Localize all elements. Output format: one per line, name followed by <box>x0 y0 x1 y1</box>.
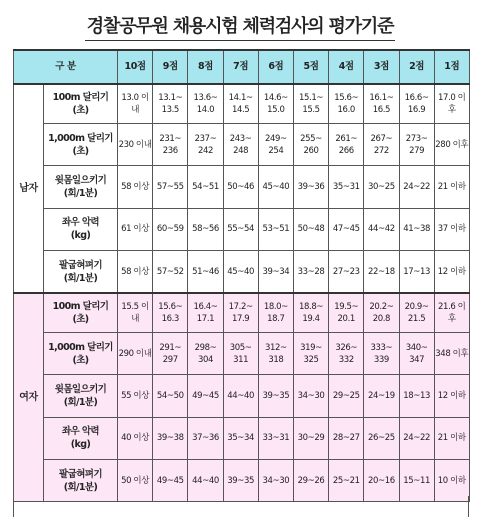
score-cell <box>293 460 328 502</box>
item-label-line: (초) <box>72 354 89 366</box>
score-cell-line: 325 <box>303 354 319 365</box>
score-cell <box>188 84 223 124</box>
group-label: 여자 <box>14 293 44 502</box>
item-label-line: (초) <box>72 314 89 326</box>
table-frame-left <box>13 496 14 517</box>
header-score: 6점 <box>258 50 293 84</box>
score-cell <box>188 417 223 459</box>
score-cell-line: 35~31 <box>332 181 360 192</box>
score-cell-line: 304 <box>197 354 213 365</box>
table-body <box>14 84 470 502</box>
score-cell <box>399 375 434 417</box>
score-cell-line: 318 <box>268 354 284 365</box>
score-cell-line: 15.6~ <box>158 302 183 313</box>
score-cell <box>258 460 293 502</box>
score-cell <box>399 417 434 459</box>
table-row <box>14 375 470 417</box>
score-cell <box>399 124 434 166</box>
score-cell-line: 45~40 <box>227 266 255 277</box>
score-cell-line: 13.5 <box>161 105 179 115</box>
table-row <box>14 166 470 208</box>
item-label-line: 1,000m 달리기 <box>48 341 113 353</box>
table-row <box>14 293 470 333</box>
score-cell <box>364 293 399 333</box>
score-cell <box>399 460 434 502</box>
score-cell-line: 19.5~ <box>334 302 359 313</box>
score-cell <box>223 250 258 293</box>
score-cell <box>364 375 399 417</box>
score-cell-line: 248 <box>233 145 249 156</box>
score-cell <box>329 375 364 417</box>
score-cell <box>293 84 328 124</box>
group-label: 남자 <box>14 84 44 293</box>
score-cell-line: 291~ <box>159 342 182 353</box>
score-cell <box>258 166 293 208</box>
score-cell-line: 33~31 <box>262 433 290 444</box>
header-score: 10점 <box>118 50 153 84</box>
table-row <box>14 417 470 459</box>
score-cell <box>118 250 153 293</box>
score-cell <box>364 333 399 375</box>
score-cell-line: 58 이상 <box>121 181 150 192</box>
score-cell-line: 242 <box>197 145 213 156</box>
score-cell-line: 236 <box>162 145 178 156</box>
item-label-line: (회/1분) <box>63 397 98 409</box>
table-row <box>14 124 470 166</box>
score-cell-line: 39~34 <box>262 266 290 277</box>
score-cell-line: 16.5 <box>372 105 391 115</box>
item-label-line: 팔굽혀펴기 <box>59 468 102 480</box>
score-cell-line: 53~51 <box>262 224 290 235</box>
score-cell-line: 18.0~ <box>263 302 288 313</box>
score-cell-line: 60~59 <box>156 224 184 235</box>
item-label-line: (회/1분) <box>63 187 98 199</box>
score-cell-line: 17.9 <box>231 314 250 325</box>
score-cell <box>223 166 258 208</box>
score-cell-line: 33~28 <box>297 266 325 277</box>
score-cell-line: 20.1 <box>337 314 355 325</box>
score-cell-line: 20.8 <box>372 314 391 325</box>
header-score: 8점 <box>188 50 223 84</box>
score-cell-line: 57~55 <box>156 181 184 192</box>
score-cell-line: 14.5 <box>231 105 250 115</box>
score-cell-line: 333~ <box>370 342 393 353</box>
score-cell <box>293 417 328 459</box>
score-cell-line: 14.6~ <box>263 93 288 103</box>
table-row <box>14 208 470 250</box>
score-cell <box>258 333 293 375</box>
score-cell <box>434 166 469 208</box>
score-cell-line: 273~ <box>405 133 428 144</box>
score-cell <box>188 460 223 502</box>
score-cell <box>118 84 153 124</box>
item-label-line: (회/1분) <box>63 481 98 493</box>
header-score: 7점 <box>223 50 258 84</box>
score-cell <box>364 208 399 250</box>
score-cell-line: 50 이상 <box>121 475 150 486</box>
score-cell-line: 50~46 <box>227 181 255 192</box>
header-score: 9점 <box>153 50 188 84</box>
score-cell-line: 15.6~ <box>334 93 359 103</box>
score-cell-line: 272 <box>373 145 389 156</box>
score-cell <box>223 333 258 375</box>
item-label-line: 팔굽혀펴기 <box>59 259 102 271</box>
score-cell-line: 319~ <box>300 342 322 353</box>
score-cell <box>153 417 188 459</box>
table-row <box>14 84 470 124</box>
score-cell <box>118 293 153 333</box>
score-cell-line: 16.6~ <box>404 93 429 103</box>
score-cell-line: 298~ <box>194 342 217 353</box>
score-cell-line: 39~35 <box>227 475 255 486</box>
score-cell-line: 21 이하 <box>437 181 466 192</box>
score-cell-line: 45~40 <box>262 181 290 192</box>
score-cell <box>258 417 293 459</box>
score-cell-line: 231~ <box>159 133 182 144</box>
title-text: 경찰공무원 채용시험 체력검사의 평가기준 <box>85 12 396 41</box>
score-cell-line: 16.1~ <box>369 93 394 103</box>
page-title <box>0 12 480 41</box>
score-cell-line: 12 이하 <box>437 391 466 402</box>
item-label <box>44 460 118 502</box>
score-cell-line: 54~51 <box>192 181 219 192</box>
score-cell <box>188 166 223 208</box>
item-label-line: 윗몸일으키기 <box>54 384 107 396</box>
score-cell-line: 12 이하 <box>437 266 466 277</box>
score-cell-line: 49~45 <box>156 475 184 486</box>
score-cell <box>258 208 293 250</box>
score-cell <box>153 460 188 502</box>
score-cell <box>188 333 223 375</box>
score-cell <box>329 250 364 293</box>
score-cell-line: 347 <box>409 354 425 365</box>
header-score: 5점 <box>293 50 328 84</box>
score-cell-line: 47~45 <box>332 224 360 235</box>
item-label <box>44 124 118 166</box>
score-cell <box>364 250 399 293</box>
table-row <box>14 250 470 293</box>
score-cell <box>118 460 153 502</box>
score-cell-line: 267~ <box>370 133 393 144</box>
score-cell <box>434 124 469 166</box>
score-cell <box>118 208 153 250</box>
score-cell <box>153 375 188 417</box>
score-cell-line: 15.0 <box>267 105 285 115</box>
score-cell-line: 254 <box>268 145 284 156</box>
item-label <box>44 333 118 375</box>
score-cell-line: 24~19 <box>368 391 395 402</box>
item-label <box>44 208 118 250</box>
score-cell-line: 57~52 <box>156 266 184 277</box>
score-cell-line: 30~29 <box>297 433 325 444</box>
item-label-line: 100m 달리기 <box>52 92 109 103</box>
score-cell-line: 44~40 <box>192 475 219 486</box>
item-label-line: (회/1분) <box>63 272 98 284</box>
score-cell <box>188 250 223 293</box>
score-cell <box>329 124 364 166</box>
score-cell <box>118 166 153 208</box>
score-cell <box>223 460 258 502</box>
score-cell <box>153 208 188 250</box>
score-cell-line: 21.5 <box>407 314 426 325</box>
item-label-line: (kg) <box>70 439 91 451</box>
score-cell-line: 39~36 <box>297 181 325 192</box>
score-cell <box>434 460 469 502</box>
score-cell-line: 44~42 <box>368 224 395 235</box>
score-cell-line: 348 이후 <box>435 348 469 359</box>
score-cell-line: 28~27 <box>332 433 360 444</box>
score-cell <box>223 84 258 124</box>
item-label <box>44 417 118 459</box>
score-cell <box>399 293 434 333</box>
score-cell <box>329 460 364 502</box>
score-cell <box>188 124 223 166</box>
table-frame-right <box>468 496 469 517</box>
score-cell <box>364 460 399 502</box>
score-cell-line: 26~25 <box>368 433 395 444</box>
score-cell-line: 51~46 <box>192 266 219 277</box>
score-cell <box>293 375 328 417</box>
score-cell <box>329 293 364 333</box>
score-cell-line: 34~30 <box>297 391 325 402</box>
score-cell <box>258 124 293 166</box>
score-cell-line: 13.6~ <box>193 93 218 103</box>
score-cell-line: 311 <box>233 354 249 365</box>
score-cell-line: 14.1~ <box>228 93 253 103</box>
item-label <box>44 293 118 333</box>
score-cell <box>399 333 434 375</box>
score-cell-line: 37 이하 <box>437 224 466 235</box>
header-score: 1점 <box>434 50 469 84</box>
score-cell <box>434 293 469 333</box>
score-cell-line: 18~13 <box>403 391 430 402</box>
score-cell-line: 39~35 <box>262 391 290 402</box>
item-label <box>44 375 118 417</box>
score-cell-line: 15.5 <box>302 105 320 115</box>
score-cell-line: 10 이하 <box>437 475 466 486</box>
score-cell-line: 339 <box>373 354 389 365</box>
score-cell-line: 20.2~ <box>369 302 394 313</box>
score-cell <box>434 417 469 459</box>
score-cell-line: 39~38 <box>156 433 184 444</box>
score-cell-line: 260 <box>303 145 319 156</box>
score-cell <box>293 208 328 250</box>
score-cell-line: 261~ <box>335 133 358 144</box>
item-label-line: 100m 달리기 <box>52 301 109 313</box>
item-label <box>44 84 118 124</box>
score-cell <box>153 84 188 124</box>
score-cell <box>399 166 434 208</box>
score-cell <box>188 293 223 333</box>
score-cell <box>364 166 399 208</box>
score-cell-line: 237~ <box>194 133 217 144</box>
header-score: 3점 <box>364 50 399 84</box>
score-cell <box>329 166 364 208</box>
header-division: 구 분 <box>14 50 118 84</box>
fitness-criteria-table <box>13 49 470 502</box>
header-score: 2점 <box>399 50 434 84</box>
score-cell-line: 44~40 <box>227 391 255 402</box>
score-cell <box>153 166 188 208</box>
score-cell <box>188 208 223 250</box>
item-label-line: (kg) <box>70 230 91 242</box>
item-label <box>44 250 118 293</box>
score-cell-line: 332 <box>338 354 354 365</box>
table-row <box>14 333 470 375</box>
score-cell-line: 37~36 <box>192 433 219 444</box>
score-cell-line: 312~ <box>264 342 287 353</box>
score-cell-line: 21.6 이후 <box>438 302 466 325</box>
score-cell-line: 41~38 <box>403 224 430 235</box>
score-cell-line: 290 이내 <box>118 348 152 359</box>
score-cell <box>329 84 364 124</box>
score-cell-line: 35~34 <box>227 433 255 444</box>
score-cell <box>223 124 258 166</box>
score-cell <box>399 84 434 124</box>
score-cell <box>434 333 469 375</box>
score-cell-line: 17.2~ <box>228 302 253 313</box>
score-cell-line: 49~45 <box>192 391 219 402</box>
score-cell <box>223 293 258 333</box>
score-cell-line: 55~54 <box>227 224 255 235</box>
item-label-line: 1,000m 달리기 <box>48 132 113 144</box>
score-cell <box>364 84 399 124</box>
item-label-line: 좌우 악력 <box>61 426 99 438</box>
score-cell-line: 16.3 <box>161 314 179 325</box>
score-cell-line: 266 <box>338 145 354 156</box>
score-cell-line: 34~30 <box>262 475 290 486</box>
score-cell-line: 24~22 <box>403 433 430 444</box>
item-label-line: 좌우 악력 <box>61 217 99 229</box>
score-cell <box>434 250 469 293</box>
score-cell <box>153 124 188 166</box>
score-cell-line: 16.4~ <box>193 302 218 313</box>
score-cell-line: 14.0 <box>196 105 215 115</box>
score-cell-line: 15.5 이내 <box>121 302 149 325</box>
score-cell <box>258 293 293 333</box>
score-cell-line: 13.1~ <box>158 93 183 103</box>
score-cell-line: 17.0 이후 <box>438 93 466 115</box>
score-cell-line: 280 이후 <box>435 139 469 150</box>
score-cell-line: 19.4 <box>302 314 320 325</box>
score-cell <box>364 417 399 459</box>
score-cell-line: 230 이내 <box>118 139 152 150</box>
score-cell-line: 305~ <box>229 342 252 353</box>
score-cell-line: 50~48 <box>297 224 325 235</box>
score-cell <box>293 293 328 333</box>
score-cell-line: 297 <box>162 354 178 365</box>
score-cell <box>434 84 469 124</box>
score-cell <box>223 417 258 459</box>
score-cell <box>329 208 364 250</box>
score-cell-line: 22~18 <box>368 266 395 277</box>
score-cell <box>153 293 188 333</box>
score-cell-line: 17.1 <box>196 314 215 325</box>
score-cell-line: 18.7 <box>267 314 285 325</box>
header-score: 4점 <box>329 50 364 84</box>
score-cell <box>258 250 293 293</box>
score-cell-line: 29~26 <box>297 475 325 486</box>
score-cell-line: 29~25 <box>332 391 360 402</box>
score-cell <box>258 84 293 124</box>
score-cell <box>188 375 223 417</box>
score-cell-line: 326~ <box>335 342 358 353</box>
score-cell-line: 15.1~ <box>299 93 324 103</box>
score-cell <box>223 208 258 250</box>
score-cell <box>118 417 153 459</box>
score-cell <box>434 208 469 250</box>
score-cell-line: 255~ <box>300 133 322 144</box>
item-label-line: 윗몸일으키기 <box>54 174 107 186</box>
score-cell-line: 30~25 <box>368 181 395 192</box>
score-cell-line: 16.0 <box>337 105 355 115</box>
score-cell <box>399 250 434 293</box>
score-cell-line: 20.9~ <box>404 302 429 313</box>
score-cell-line: 27~23 <box>332 266 360 277</box>
item-label-line: (초) <box>72 105 89 116</box>
score-cell-line: 40 이상 <box>121 433 150 444</box>
item-label-line: (초) <box>72 145 89 157</box>
score-cell-line: 13.0 이내 <box>121 93 149 115</box>
score-cell <box>153 250 188 293</box>
score-cell <box>153 333 188 375</box>
score-cell <box>258 375 293 417</box>
score-cell-line: 18.8~ <box>299 302 324 313</box>
score-cell <box>118 124 153 166</box>
score-cell-line: 20~16 <box>368 475 395 486</box>
score-cell-line: 243~ <box>229 133 252 144</box>
score-cell-line: 55 이상 <box>121 391 150 402</box>
score-cell <box>329 333 364 375</box>
score-cell-line: 340~ <box>405 342 428 353</box>
score-cell <box>293 166 328 208</box>
score-cell-line: 21 이하 <box>437 433 466 444</box>
score-cell <box>293 250 328 293</box>
score-cell-line: 58 이상 <box>121 266 150 277</box>
score-cell-line: 24~22 <box>403 181 430 192</box>
score-cell <box>223 375 258 417</box>
score-cell <box>399 208 434 250</box>
header-row <box>14 50 470 84</box>
score-cell <box>118 375 153 417</box>
item-label <box>44 166 118 208</box>
score-cell <box>293 333 328 375</box>
score-cell-line: 58~56 <box>192 224 219 235</box>
score-cell-line: 54~50 <box>156 391 184 402</box>
score-cell-line: 16.9 <box>407 105 426 115</box>
score-cell <box>118 333 153 375</box>
score-cell-line: 25~21 <box>332 475 360 486</box>
score-cell <box>434 375 469 417</box>
score-cell-line: 279 <box>409 145 425 156</box>
score-cell-line: 61 이상 <box>121 224 150 235</box>
score-cell-line: 15~11 <box>403 475 430 486</box>
score-cell-line: 17~13 <box>403 266 430 277</box>
score-cell-line: 249~ <box>264 133 287 144</box>
score-cell <box>364 124 399 166</box>
score-cell <box>293 124 328 166</box>
score-cell <box>329 417 364 459</box>
table-row <box>14 460 470 502</box>
